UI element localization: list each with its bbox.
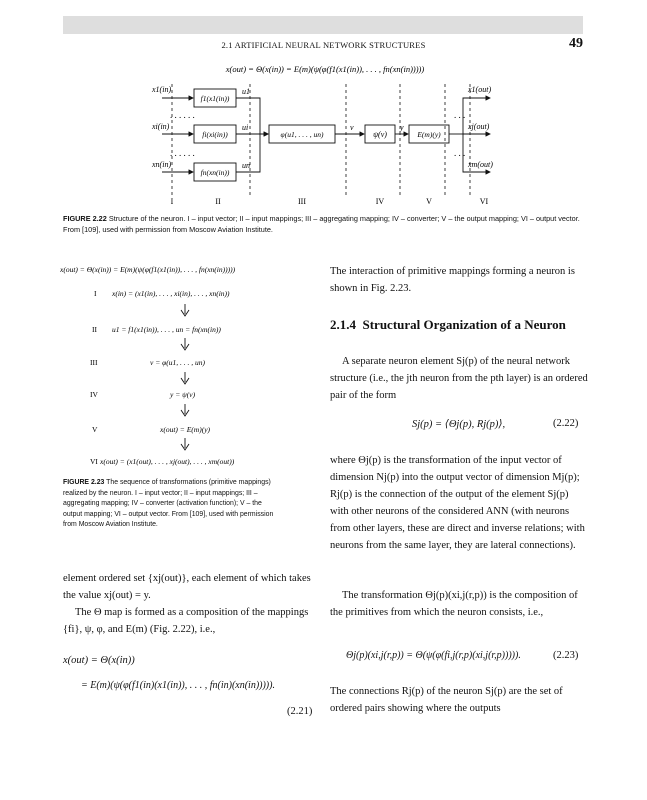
input-label: xn(in)	[152, 160, 172, 169]
output-label: x1(out)	[468, 85, 492, 94]
caption-text: Structure of the neuron. I – input vector; II – input mappings; III – aggregating mapping; IV – converter; V – the output mapping; VI – output vector. From [109], used with permission from Moscow Aviation Institute.	[63, 214, 580, 234]
u-label: ui	[242, 123, 249, 132]
figure-2-22-caption	[63, 213, 583, 235]
v-label: v	[350, 123, 354, 132]
section-heading	[330, 317, 588, 333]
section-number: 2.1.4	[330, 317, 356, 332]
stage-label: VI	[479, 197, 489, 206]
equation-2-21-line2: = E(m)(ψ(φ(f1(in)(x1(in)), . . . , fn(in)(xn(in))))).	[81, 680, 275, 691]
right-para-3: where Θj(p) is the transformation of the input vector of dimension Nj(p) into the output vector of dimension Mj(p); Rj(p) is the connection of the output of the element Sj(p) with other neurons of the considered ANN (with neurons from other layers, these are direct and inverse relations; with neurons from the same layer, they are lateral connections).	[330, 455, 585, 551]
paragraph: The Θ map is formed as a composition of the mappings {fi}, ψ, φ, and E(m) (Fig. 2.22), i.e.,	[63, 607, 309, 635]
mapping-label: f1(x1(in))	[200, 94, 230, 103]
caption-text: The sequence of transformations (primitive mappings) realized by the neuron. I – input vector; II – input mappings; III – aggregating mapping; IV – converter (activation function); V – the output mapping; VI – output vector. From [109], used with permission from Moscow Aviation Institute.	[63, 479, 274, 528]
section-title: Structural Organization of a Neuron	[362, 317, 566, 332]
stage-label: I	[170, 197, 174, 206]
row-expr: u1 = f1(x1(in)), . . . , un = fn(xn(in))	[112, 325, 221, 334]
mapping-label: fn(xn(in))	[200, 168, 230, 177]
row-label: IV	[90, 390, 98, 399]
output-label: xj(out)	[468, 122, 490, 131]
stage-label: III	[298, 197, 306, 206]
figure-2-23	[60, 262, 285, 474]
svg-text:. . . . . .: . . . . . .	[170, 148, 195, 158]
row-expr: v = φ(u1, . . . , un)	[150, 358, 206, 367]
row-label: I	[94, 289, 97, 298]
y-label: y	[400, 123, 404, 132]
paragraph: element ordered set {xj(out)}, each element of which takes the value xj(out) = y.	[63, 573, 311, 601]
figure-2-22	[150, 62, 500, 207]
u-label: u1	[242, 87, 250, 96]
caption-label: FIGURE 2.23	[63, 479, 105, 486]
input-label: xi(in)	[152, 122, 170, 131]
right-para-4: The transformation Θj(p)(xi,j(r,p)) is the composition of the primitives from which the neuron consists, i.e.,	[330, 590, 578, 618]
row-label: II	[92, 325, 97, 334]
input-label: x1(in)	[152, 85, 172, 94]
svg-text:. . .: . . .	[454, 110, 466, 120]
mapping-label: fi(xi(in))	[202, 130, 228, 139]
equation-number: (2.21)	[287, 706, 313, 717]
caption-label: FIGURE 2.22	[63, 214, 107, 223]
output-label: xm(out)	[468, 160, 493, 169]
converter-label: ψ(v)	[373, 130, 387, 139]
equation-2-22: Sj(p) = ⟨Θj(p), Rj(p)⟩,	[412, 419, 506, 430]
svg-text:. . .: . . .	[454, 148, 466, 158]
row-label: VI	[90, 457, 98, 466]
page-number: 49	[569, 36, 583, 51]
equation-2-23: Θj(p)(xi,j(r,p)) = Θ(ψ(φ(fi,j(r,p)(xi,j(r,p))))).	[346, 650, 521, 661]
stage-label: IV	[375, 197, 385, 206]
row-label: III	[90, 358, 98, 367]
svg-text:. . . . . .: . . . . . .	[170, 110, 195, 120]
header-band	[63, 16, 583, 34]
u-label: un	[242, 161, 250, 170]
equation-number: (2.23)	[553, 650, 579, 661]
running-title: 2.1 ARTIFICIAL NEURAL NETWORK STRUCTURES	[221, 40, 426, 50]
row-expr: x(out) = (x1(out), . . . , xj(out), . . . , xm(out))	[100, 457, 235, 466]
aggregate-label: φ(u1, . . . , un)	[280, 130, 324, 139]
equation-number: (2.22)	[553, 418, 579, 429]
equation-2-21-line1: x(out) = Θ(x(in))	[63, 655, 135, 666]
row-label: V	[92, 425, 98, 434]
right-para-2: A separate neuron element Sj(p) of the neural network structure (i.e., the jth neuron from the pth layer) is an ordered pair of the form	[330, 356, 588, 401]
right-para-1: The interaction of primitive mappings forming a neuron is shown in Fig. 2.23.	[330, 266, 575, 294]
stage-label: II	[215, 197, 221, 206]
fig2-top-equation: x(out) = Θ(x(in)) = E(m)(ψ(φ(f1(x1(in)), . . . , fn(xn(in)))))	[60, 265, 236, 274]
stage-label: V	[426, 197, 432, 206]
row-expr: x(in) = (x1(in), . . . , xi(in), . . . , xn(in))	[112, 289, 230, 298]
right-para-5: The connections Rj(p) of the neuron Sj(p) are the set of ordered pairs showing where the outputs	[330, 686, 563, 714]
row-expr: x(out) = E(m)(y)	[160, 425, 211, 434]
output-map-label: E(m)(y)	[417, 130, 441, 139]
left-column	[63, 570, 313, 638]
row-expr: y = ψ(v)	[170, 390, 196, 399]
figure-2-23-caption	[63, 478, 281, 531]
fig1-top-equation: x(out) = Θ(x(in)) = E(m)(ψ(φ(f1(x1(in)), . . . , fn(xn(in)))))	[225, 64, 425, 74]
